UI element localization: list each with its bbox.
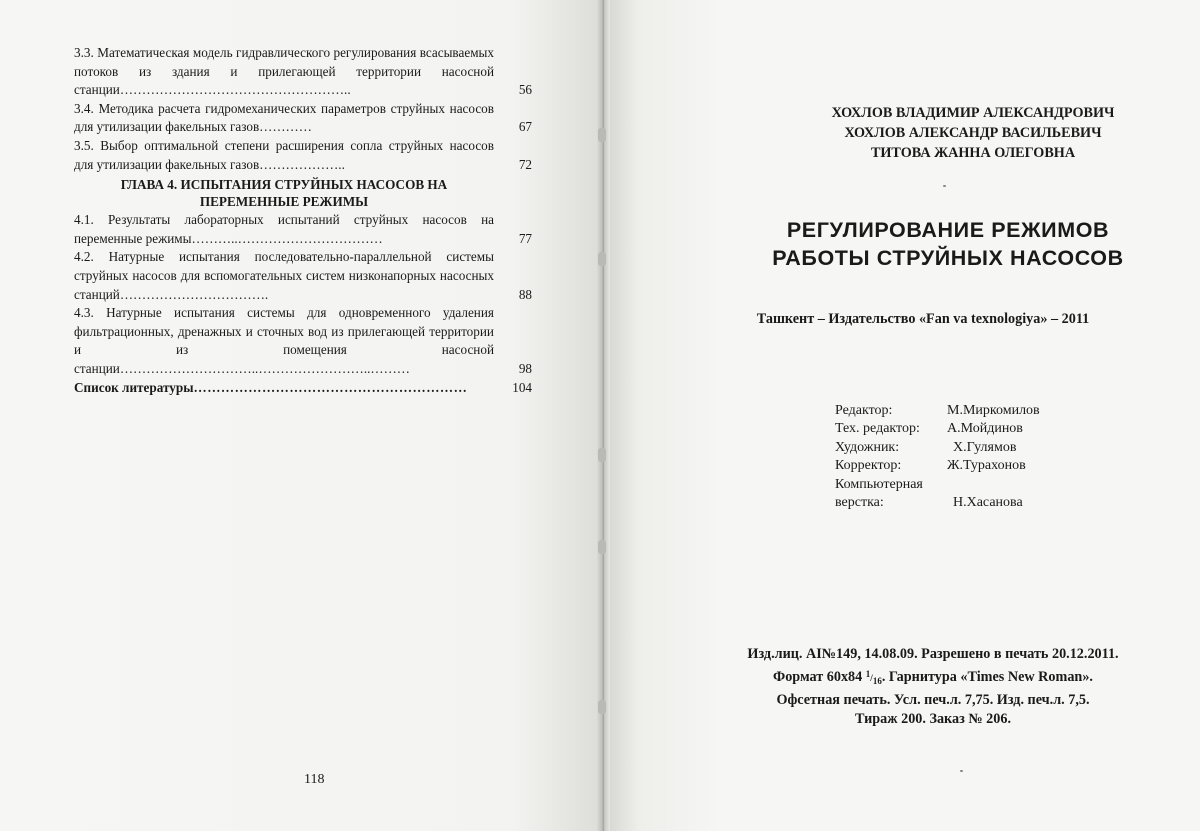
author-3: ТИТОВА ЖАННА ОЛЕГОВНА [870, 145, 1076, 161]
imprint-line-2 [663, 665, 1200, 691]
fraction-numerator: 1 [865, 668, 871, 679]
imprint-block [663, 645, 1200, 730]
toc-entry-3-5 [74, 137, 534, 174]
staff-row [835, 402, 1040, 420]
toc-entry-text: 4.1. Результаты лабораторных испытаний струйных насосов на переменные режимы………..…………………………… [74, 212, 494, 246]
table-of-contents [74, 44, 534, 397]
toc-entry-text: 4.2. Натурные испытания последовательно-параллельной системы струйных насосов для вспомогательных систем низконапорных насосных станций……………………………. [74, 249, 494, 302]
staff-name: М.Миркомилов [947, 403, 1040, 418]
toc-entry-page: 98 [518, 360, 532, 376]
toc-entry-page: 56 [518, 82, 532, 98]
paper-speck [960, 770, 963, 772]
toc-entry-page: 67 [518, 119, 532, 135]
toc-entry-4-1 [74, 211, 534, 248]
toc-entry-page: 77 [518, 230, 532, 246]
title-line-1: РЕГУЛИРОВАНИЕ РЕЖИМОВ [786, 218, 1110, 242]
toc-entry-page: 104 [512, 379, 532, 395]
page-number: 118 [304, 772, 325, 787]
staff-role: Художник: [835, 439, 900, 455]
toc-entry-text: 3.4. Методика расчета гидромеханических параметров струйных насосов для утилизации факельных газов………… [74, 100, 494, 135]
staff-row [835, 476, 1040, 494]
toc-entry-text: 4.3. Натурные испытания системы для одновременного удаления фильтрационных, дренажных и сточных вод из прилегающей территории и из помещения насосной станции…………………………..……………………..……… [74, 305, 494, 376]
toc-entry-4-3 [74, 304, 534, 378]
toc-entry-3-3 [74, 44, 534, 100]
staff-credits [835, 402, 1040, 512]
imprint-line-3: Офсетная печать. Усл. печ.л. 7,75. Изд. печ.л. 7,5. [776, 691, 1090, 708]
staff-row [835, 420, 1040, 438]
format-fraction: $^1/_{16}$ [865, 668, 882, 686]
author-2: ХОХЛОВ АЛЕКСАНДР ВАСИЛЬЕВИЧ [844, 125, 1102, 141]
toc-entry-text: 3.3. Математическая модель гидравлического регулирования всасываемых потоков из здания и прилегающей территории насосной станции…………………………………………….. [74, 45, 494, 98]
imprint-typeface: . Гарнитура «Times New Roman». [881, 668, 1093, 685]
title-line-2: РАБОТЫ СТРУЙНЫХ НАСОСОВ [772, 246, 1124, 270]
fraction-denominator: 16 [872, 675, 882, 686]
imprint-format-label: Формат 60x84 [773, 668, 863, 685]
toc-entry-page: 72 [518, 156, 532, 172]
toc-literature [74, 379, 534, 398]
staff-row [835, 457, 1040, 475]
right-page [603, 0, 1200, 831]
toc-entry-text: 3.5. Выбор оптимальной степени расширения сопла струйных насосов для утилизации факельных газов……………….. [74, 137, 494, 172]
binding-stitch [598, 700, 606, 714]
paper-speck [943, 185, 946, 187]
staff-row [835, 494, 1040, 512]
binding-stitch [598, 252, 606, 266]
author-1: ХОХЛОВ ВЛАДИМИР АЛЕКСАНДРОВИЧ [831, 105, 1115, 121]
toc-entry-3-4 [74, 100, 534, 137]
toc-chapter-heading: ГЛАВА 4. ИСПЫТАНИЯ СТРУЙНЫХ НАСОСОВ НА ПЕРЕМЕННЫЕ РЕЖИМЫ [120, 177, 448, 210]
staff-row [835, 439, 1040, 457]
toc-literature-dots: …………………………………………………… [193, 379, 468, 395]
staff-role: Компьютерная [835, 476, 923, 492]
binding-stitch [598, 128, 606, 142]
staff-role: Корректор: [835, 458, 902, 474]
binding-stitch [598, 448, 606, 462]
book-title [713, 216, 1183, 272]
toc-literature-label: Список литературы [74, 379, 194, 395]
staff-name: Ж.Турахонов [947, 458, 1026, 474]
staff-name: Х.Гулямов [953, 439, 1017, 455]
toc-entry-4-2 [74, 248, 534, 304]
authors-block [763, 103, 1183, 163]
staff-name: А.Мойдинов [947, 421, 1023, 437]
staff-name: Н.Хасанова [953, 495, 1023, 511]
binding-stitch [598, 540, 606, 554]
staff-role: верстка: [835, 495, 884, 511]
publisher-line: Ташкент – Издательство «Fan va texnologiya» – 2011 [756, 311, 1090, 327]
imprint-line-4: Тираж 200. Заказ № 206. [855, 711, 1011, 728]
staff-role: Тех. редактор: [835, 421, 920, 437]
toc-entry-page: 88 [518, 286, 532, 302]
imprint-line-1: Изд.лиц. AI№149, 14.08.09. Разрешено в печать 20.12.2011. [747, 646, 1119, 662]
staff-role: Редактор: [835, 403, 893, 418]
